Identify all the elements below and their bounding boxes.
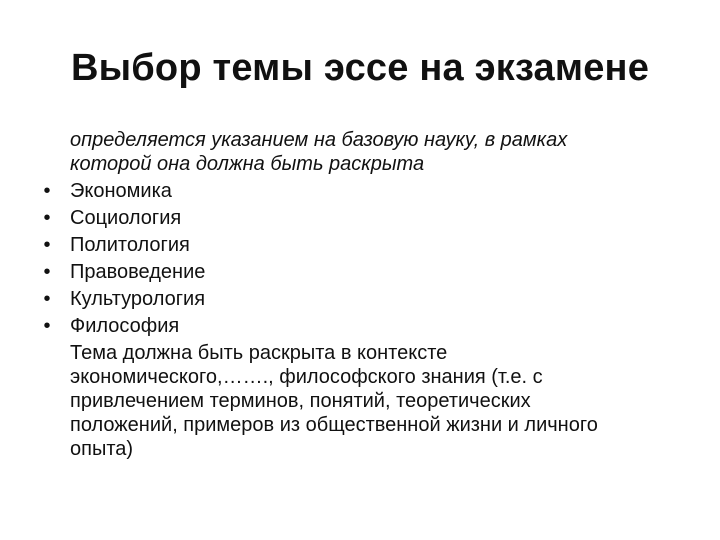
intro-line-2: которой она должна быть раскрыта <box>70 153 425 175</box>
intro-text <box>36 128 686 176</box>
bullet-icon: • <box>43 207 51 229</box>
list-item-economics <box>36 179 686 203</box>
list-item-label: Политология <box>70 234 190 256</box>
list-item-label: Социология <box>70 207 182 229</box>
bullet-icon: • <box>43 234 51 256</box>
list-item-label: Философия <box>70 315 180 337</box>
slide-content <box>36 128 686 461</box>
list-item-label: Экономика <box>70 180 172 202</box>
list-item-label: Правоведение <box>70 261 206 283</box>
outro-line-1: Тема должна быть раскрыта в контексте <box>70 342 448 364</box>
outro-line-3: привлечением терминов, понятий, теоретических <box>70 390 531 412</box>
bullet-icon: • <box>43 315 51 337</box>
list-item-law <box>36 260 686 284</box>
list-item-cultural-studies <box>36 287 686 311</box>
bullet-icon: • <box>43 180 51 202</box>
list-item-label: Культурология <box>70 288 206 310</box>
outro-text <box>36 341 686 461</box>
list-item-philosophy <box>36 314 686 338</box>
bullet-icon: • <box>43 261 51 283</box>
outro-line-2: экономического,……., философского знания (т.е. с <box>70 366 543 388</box>
slide-title: Выбор темы эссе на экзамене <box>70 47 650 89</box>
outro-line-5: опыта) <box>70 438 134 460</box>
bullet-icon: • <box>43 288 51 310</box>
list-item-sociology <box>36 206 686 230</box>
list-item-political-science <box>36 233 686 257</box>
outro-line-4: положений, примеров из общественной жизни и личного <box>70 414 598 436</box>
intro-line-1: определяется указанием на базовую науку, в рамках <box>70 129 568 151</box>
